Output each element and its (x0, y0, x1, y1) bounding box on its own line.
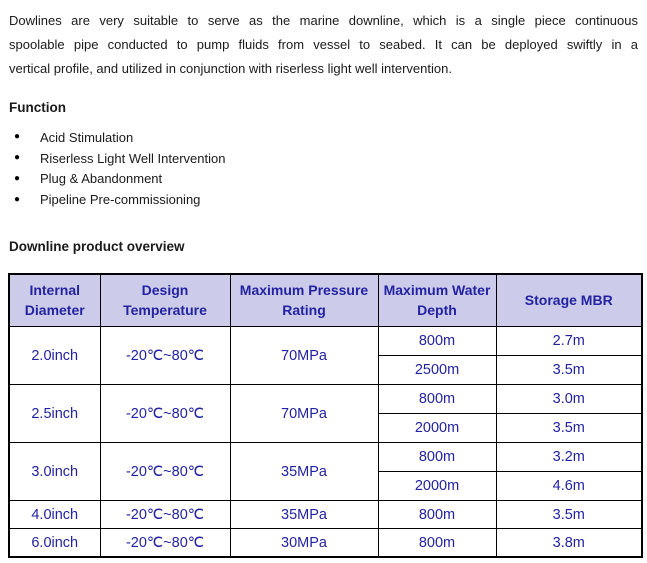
cell-water-depth: 800m (378, 327, 496, 356)
cell-storage-mbr: 3.0m (496, 385, 642, 414)
cell-water-depth: 800m (378, 385, 496, 414)
list-item (0, 127, 647, 148)
cell-storage-mbr: 2.7m (496, 327, 642, 356)
header-storage-mbr: Storage MBR (496, 274, 642, 327)
intro-paragraph (9, 9, 638, 81)
header-internal-diameter: Internal Diameter (9, 274, 100, 327)
cell-internal-diameter: 4.0inch (9, 501, 100, 529)
bullet-icon: ● (14, 152, 21, 164)
cell-water-depth: 800m (378, 529, 496, 558)
table-row (9, 327, 642, 356)
function-heading: Function (9, 100, 66, 115)
header-max-pressure-rating: Maximum Pressure Rating (230, 274, 378, 327)
list-item-label: Riserless Light Well Intervention (40, 150, 226, 166)
cell-storage-mbr: 3.8m (496, 529, 642, 558)
cell-storage-mbr: 3.2m (496, 443, 642, 472)
overview-heading: Downline product overview (9, 239, 185, 255)
cell-water-depth: 2000m (378, 472, 496, 501)
header-design-temperature: Design Temperature (100, 274, 230, 327)
intro-line-3: vertical profile, and utilized in conjunction with riserless light well intervention. (9, 61, 452, 76)
bullet-icon: ● (14, 172, 21, 184)
cell-design-temperature: -20℃~80℃ (100, 385, 230, 443)
cell-internal-diameter: 6.0inch (9, 529, 100, 558)
cell-max-pressure: 70MPa (230, 385, 378, 443)
list-item (0, 189, 647, 210)
product-overview-table (8, 273, 643, 558)
list-item (0, 169, 647, 190)
cell-max-pressure: 30MPa (230, 529, 378, 558)
table-row (9, 385, 642, 414)
cell-max-pressure: 70MPa (230, 327, 378, 385)
list-item-label: Acid Stimulation (40, 129, 134, 145)
cell-storage-mbr: 3.5m (496, 414, 642, 443)
intro-line-2: spoolable pipe conducted to pump fluids from vessel to seabed. It can be deployed swiftly in a (9, 37, 638, 52)
cell-water-depth: 800m (378, 443, 496, 472)
table-row (9, 501, 642, 529)
cell-water-depth: 2000m (378, 414, 496, 443)
cell-design-temperature: -20℃~80℃ (100, 443, 230, 501)
cell-water-depth: 800m (378, 501, 496, 529)
cell-internal-diameter: 2.0inch (9, 327, 100, 385)
function-list (0, 127, 647, 210)
table-header-row (9, 274, 642, 327)
list-item-label: Pipeline Pre-commissioning (40, 192, 201, 208)
cell-design-temperature: -20℃~80℃ (100, 327, 230, 385)
table-row (9, 529, 642, 558)
cell-design-temperature: -20℃~80℃ (100, 529, 230, 558)
cell-storage-mbr: 4.6m (496, 472, 642, 501)
cell-internal-diameter: 3.0inch (9, 443, 100, 501)
intro-line-1: Dowlines are very suitable to serve as the marine downline, which is a single piece continuous (9, 13, 638, 28)
list-item (0, 148, 647, 169)
cell-design-temperature: -20℃~80℃ (100, 501, 230, 529)
cell-water-depth: 2500m (378, 356, 496, 385)
header-max-water-depth: Maximum Water Depth (378, 274, 496, 327)
cell-storage-mbr: 3.5m (496, 356, 642, 385)
bullet-icon: ● (14, 131, 21, 143)
cell-max-pressure: 35MPa (230, 501, 378, 529)
table-row (9, 443, 642, 472)
cell-internal-diameter: 2.5inch (9, 385, 100, 443)
cell-storage-mbr: 3.5m (496, 501, 642, 529)
list-item-label: Plug & Abandonment (40, 171, 163, 187)
bullet-icon: ● (14, 193, 21, 205)
cell-max-pressure: 35MPa (230, 443, 378, 501)
